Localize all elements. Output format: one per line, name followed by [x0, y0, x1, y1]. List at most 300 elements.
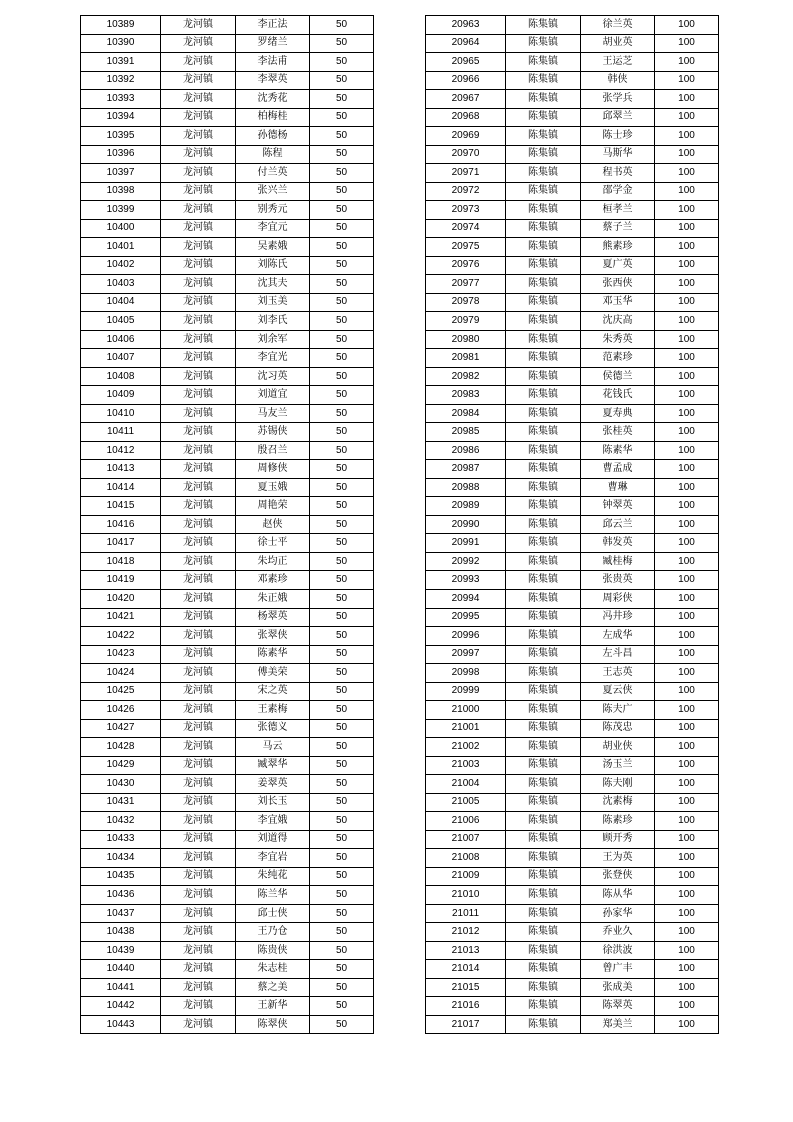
amount-cell: 50 — [310, 238, 374, 257]
person-name-cell: 徐士平 — [236, 534, 310, 553]
table-row — [426, 256, 719, 275]
table-row — [426, 534, 719, 553]
record-id-cell: 20966 — [426, 71, 506, 90]
record-id-cell: 10422 — [81, 627, 161, 646]
person-name-cell: 夏广英 — [581, 256, 655, 275]
person-name-cell: 韩侠 — [581, 71, 655, 90]
amount-cell: 100 — [655, 1015, 719, 1034]
town-cell: 陈集镇 — [506, 645, 581, 664]
amount-cell: 100 — [655, 53, 719, 72]
person-name-cell: 苏锡侠 — [236, 423, 310, 442]
town-cell: 陈集镇 — [506, 108, 581, 127]
person-name-cell: 侯德兰 — [581, 367, 655, 386]
amount-cell: 100 — [655, 367, 719, 386]
record-id-cell: 21000 — [426, 701, 506, 720]
town-cell: 陈集镇 — [506, 367, 581, 386]
person-name-cell: 沈习英 — [236, 367, 310, 386]
person-name-cell: 李宜元 — [236, 219, 310, 238]
record-id-cell: 10405 — [81, 312, 161, 331]
table-row — [81, 256, 374, 275]
town-cell: 龙河镇 — [161, 312, 236, 331]
town-cell: 龙河镇 — [161, 71, 236, 90]
amount-cell: 50 — [310, 867, 374, 886]
town-cell: 陈集镇 — [506, 923, 581, 942]
person-name-cell: 徐兰英 — [581, 16, 655, 35]
person-name-cell: 刘李氏 — [236, 312, 310, 331]
person-name-cell: 沈庆高 — [581, 312, 655, 331]
amount-cell: 100 — [655, 775, 719, 794]
record-id-cell: 10391 — [81, 53, 161, 72]
town-cell: 龙河镇 — [161, 941, 236, 960]
person-name-cell: 孙家华 — [581, 904, 655, 923]
town-cell: 龙河镇 — [161, 182, 236, 201]
table-row — [81, 978, 374, 997]
table-row — [81, 682, 374, 701]
amount-cell: 50 — [310, 552, 374, 571]
town-cell: 陈集镇 — [506, 960, 581, 979]
table-row — [81, 71, 374, 90]
table-row — [426, 330, 719, 349]
amount-cell: 50 — [310, 256, 374, 275]
record-id-cell: 20981 — [426, 349, 506, 368]
town-cell: 陈集镇 — [506, 404, 581, 423]
record-id-cell: 10389 — [81, 16, 161, 35]
record-id-cell: 10443 — [81, 1015, 161, 1034]
table-row — [426, 830, 719, 849]
person-name-cell: 朱纯花 — [236, 867, 310, 886]
table-row — [426, 682, 719, 701]
town-cell: 龙河镇 — [161, 886, 236, 905]
amount-cell: 100 — [655, 145, 719, 164]
town-cell: 龙河镇 — [161, 367, 236, 386]
table-row — [426, 275, 719, 294]
amount-cell: 50 — [310, 145, 374, 164]
amount-cell: 100 — [655, 589, 719, 608]
roster-table-body — [426, 16, 719, 1034]
town-cell: 龙河镇 — [161, 90, 236, 109]
town-cell: 龙河镇 — [161, 849, 236, 868]
person-name-cell: 桓孝兰 — [581, 201, 655, 220]
person-name-cell: 夏寿典 — [581, 404, 655, 423]
amount-cell: 50 — [310, 367, 374, 386]
amount-cell: 100 — [655, 386, 719, 405]
person-name-cell: 朱秀英 — [581, 330, 655, 349]
record-id-cell: 20990 — [426, 515, 506, 534]
table-row — [81, 330, 374, 349]
amount-cell: 100 — [655, 738, 719, 757]
person-name-cell: 程书英 — [581, 164, 655, 183]
record-id-cell: 10393 — [81, 90, 161, 109]
table-row — [81, 145, 374, 164]
person-name-cell: 张学兵 — [581, 90, 655, 109]
amount-cell: 50 — [310, 478, 374, 497]
table-row — [81, 664, 374, 683]
town-cell: 陈集镇 — [506, 497, 581, 516]
record-id-cell: 10408 — [81, 367, 161, 386]
amount-cell: 100 — [655, 941, 719, 960]
person-name-cell: 陈夫刚 — [581, 775, 655, 794]
amount-cell: 100 — [655, 608, 719, 627]
amount-cell: 50 — [310, 627, 374, 646]
person-name-cell: 王乃仓 — [236, 923, 310, 942]
amount-cell: 100 — [655, 886, 719, 905]
table-row — [81, 904, 374, 923]
person-name-cell: 陈茂忠 — [581, 719, 655, 738]
record-id-cell: 20963 — [426, 16, 506, 35]
person-name-cell: 沈秀花 — [236, 90, 310, 109]
amount-cell: 50 — [310, 978, 374, 997]
record-id-cell: 10434 — [81, 849, 161, 868]
town-cell: 陈集镇 — [506, 830, 581, 849]
table-row — [81, 738, 374, 757]
record-id-cell: 10410 — [81, 404, 161, 423]
town-cell: 龙河镇 — [161, 497, 236, 516]
town-cell: 陈集镇 — [506, 793, 581, 812]
record-id-cell: 10399 — [81, 201, 161, 220]
table-row — [426, 812, 719, 831]
person-name-cell: 臧翠华 — [236, 756, 310, 775]
record-id-cell: 20975 — [426, 238, 506, 257]
record-id-cell: 20996 — [426, 627, 506, 646]
record-id-cell: 20965 — [426, 53, 506, 72]
table-row — [81, 164, 374, 183]
amount-cell: 50 — [310, 404, 374, 423]
record-id-cell: 10394 — [81, 108, 161, 127]
town-cell: 龙河镇 — [161, 701, 236, 720]
person-name-cell: 马云 — [236, 738, 310, 757]
town-cell: 龙河镇 — [161, 478, 236, 497]
person-name-cell: 李法甫 — [236, 53, 310, 72]
person-name-cell: 陈素华 — [581, 441, 655, 460]
town-cell: 陈集镇 — [506, 219, 581, 238]
record-id-cell: 10442 — [81, 997, 161, 1016]
table-row — [426, 552, 719, 571]
table-row — [426, 90, 719, 109]
record-id-cell: 20978 — [426, 293, 506, 312]
person-name-cell: 曾广丰 — [581, 960, 655, 979]
record-id-cell: 20987 — [426, 460, 506, 479]
record-id-cell: 10436 — [81, 886, 161, 905]
town-cell: 龙河镇 — [161, 978, 236, 997]
town-cell: 陈集镇 — [506, 515, 581, 534]
amount-cell: 100 — [655, 978, 719, 997]
town-cell: 龙河镇 — [161, 108, 236, 127]
town-cell: 龙河镇 — [161, 997, 236, 1016]
table-row — [426, 664, 719, 683]
amount-cell: 100 — [655, 423, 719, 442]
person-name-cell: 陈贵侠 — [236, 941, 310, 960]
town-cell: 龙河镇 — [161, 719, 236, 738]
town-cell: 龙河镇 — [161, 552, 236, 571]
table-row — [426, 386, 719, 405]
town-cell: 陈集镇 — [506, 589, 581, 608]
person-name-cell: 付兰英 — [236, 164, 310, 183]
table-row — [81, 386, 374, 405]
table-row — [426, 16, 719, 35]
person-name-cell: 胡业侠 — [581, 738, 655, 757]
amount-cell: 50 — [310, 886, 374, 905]
table-row — [426, 238, 719, 257]
record-id-cell: 21007 — [426, 830, 506, 849]
person-name-cell: 郑美兰 — [581, 1015, 655, 1034]
person-name-cell: 熊素珍 — [581, 238, 655, 257]
town-cell: 龙河镇 — [161, 589, 236, 608]
record-id-cell: 20973 — [426, 201, 506, 220]
roster-table-left — [80, 15, 374, 1034]
table-row — [81, 552, 374, 571]
town-cell: 陈集镇 — [506, 34, 581, 53]
table-row — [426, 164, 719, 183]
record-id-cell: 10395 — [81, 127, 161, 146]
person-name-cell: 别秀元 — [236, 201, 310, 220]
record-id-cell: 10407 — [81, 349, 161, 368]
table-row — [81, 701, 374, 720]
record-id-cell: 21005 — [426, 793, 506, 812]
person-name-cell: 刘玉美 — [236, 293, 310, 312]
amount-cell: 50 — [310, 164, 374, 183]
town-cell: 龙河镇 — [161, 793, 236, 812]
table-row — [426, 441, 719, 460]
town-cell: 龙河镇 — [161, 441, 236, 460]
amount-cell: 100 — [655, 682, 719, 701]
person-name-cell: 陈程 — [236, 145, 310, 164]
town-cell: 龙河镇 — [161, 645, 236, 664]
table-row — [426, 1015, 719, 1034]
table-row — [81, 793, 374, 812]
table-row — [81, 441, 374, 460]
person-name-cell: 汤玉兰 — [581, 756, 655, 775]
amount-cell: 100 — [655, 552, 719, 571]
table-row — [81, 997, 374, 1016]
table-row — [426, 867, 719, 886]
table-row — [426, 775, 719, 794]
person-name-cell: 傅美荣 — [236, 664, 310, 683]
table-row — [81, 719, 374, 738]
person-name-cell: 宋之英 — [236, 682, 310, 701]
person-name-cell: 范素珍 — [581, 349, 655, 368]
amount-cell: 50 — [310, 997, 374, 1016]
table-row — [426, 201, 719, 220]
town-cell: 陈集镇 — [506, 460, 581, 479]
person-name-cell: 李宜岩 — [236, 849, 310, 868]
amount-cell: 100 — [655, 108, 719, 127]
amount-cell: 50 — [310, 756, 374, 775]
table-row — [81, 645, 374, 664]
record-id-cell: 20967 — [426, 90, 506, 109]
amount-cell: 50 — [310, 719, 374, 738]
table-row — [81, 960, 374, 979]
record-id-cell: 20976 — [426, 256, 506, 275]
record-id-cell: 20993 — [426, 571, 506, 590]
amount-cell: 50 — [310, 293, 374, 312]
table-row — [426, 293, 719, 312]
town-cell: 陈集镇 — [506, 664, 581, 683]
town-cell: 龙河镇 — [161, 293, 236, 312]
table-row — [81, 367, 374, 386]
town-cell: 陈集镇 — [506, 719, 581, 738]
person-name-cell: 刘陈氏 — [236, 256, 310, 275]
record-id-cell: 10433 — [81, 830, 161, 849]
record-id-cell: 10429 — [81, 756, 161, 775]
amount-cell: 100 — [655, 256, 719, 275]
person-name-cell: 徐洪波 — [581, 941, 655, 960]
person-name-cell: 刘余军 — [236, 330, 310, 349]
record-id-cell: 21015 — [426, 978, 506, 997]
person-name-cell: 朱均正 — [236, 552, 310, 571]
person-name-cell: 孙德杨 — [236, 127, 310, 146]
amount-cell: 100 — [655, 293, 719, 312]
person-name-cell: 臧桂梅 — [581, 552, 655, 571]
town-cell: 龙河镇 — [161, 460, 236, 479]
amount-cell: 100 — [655, 719, 719, 738]
record-id-cell: 10440 — [81, 960, 161, 979]
record-id-cell: 20968 — [426, 108, 506, 127]
town-cell: 陈集镇 — [506, 16, 581, 35]
record-id-cell: 20991 — [426, 534, 506, 553]
town-cell: 龙河镇 — [161, 219, 236, 238]
record-id-cell: 20970 — [426, 145, 506, 164]
record-id-cell: 10390 — [81, 34, 161, 53]
town-cell: 龙河镇 — [161, 756, 236, 775]
town-cell: 陈集镇 — [506, 330, 581, 349]
town-cell: 龙河镇 — [161, 775, 236, 794]
person-name-cell: 曹孟成 — [581, 460, 655, 479]
person-name-cell: 邓玉华 — [581, 293, 655, 312]
person-name-cell: 邵学金 — [581, 182, 655, 201]
roster-table-right — [425, 15, 719, 1034]
amount-cell: 50 — [310, 701, 374, 720]
town-cell: 龙河镇 — [161, 423, 236, 442]
person-name-cell: 李宜光 — [236, 349, 310, 368]
table-row — [426, 404, 719, 423]
amount-cell: 100 — [655, 867, 719, 886]
amount-cell: 50 — [310, 423, 374, 442]
record-id-cell: 10437 — [81, 904, 161, 923]
amount-cell: 50 — [310, 589, 374, 608]
record-id-cell: 20999 — [426, 682, 506, 701]
town-cell: 陈集镇 — [506, 71, 581, 90]
amount-cell: 50 — [310, 1015, 374, 1034]
amount-cell: 50 — [310, 53, 374, 72]
person-name-cell: 张成美 — [581, 978, 655, 997]
record-id-cell: 10421 — [81, 608, 161, 627]
table-row — [81, 627, 374, 646]
amount-cell: 100 — [655, 515, 719, 534]
record-id-cell: 20989 — [426, 497, 506, 516]
table-row — [426, 997, 719, 1016]
table-row — [81, 219, 374, 238]
town-cell: 龙河镇 — [161, 201, 236, 220]
person-name-cell: 杨翠英 — [236, 608, 310, 627]
table-row — [81, 90, 374, 109]
amount-cell: 50 — [310, 515, 374, 534]
town-cell: 陈集镇 — [506, 867, 581, 886]
table-row — [81, 127, 374, 146]
person-name-cell: 张兴兰 — [236, 182, 310, 201]
amount-cell: 50 — [310, 497, 374, 516]
amount-cell: 100 — [655, 404, 719, 423]
amount-cell: 100 — [655, 90, 719, 109]
record-id-cell: 20972 — [426, 182, 506, 201]
record-id-cell: 10404 — [81, 293, 161, 312]
amount-cell: 50 — [310, 571, 374, 590]
table-row — [81, 349, 374, 368]
record-id-cell: 21011 — [426, 904, 506, 923]
person-name-cell: 夏云侠 — [581, 682, 655, 701]
amount-cell: 100 — [655, 960, 719, 979]
record-id-cell: 10397 — [81, 164, 161, 183]
table-row — [426, 182, 719, 201]
town-cell: 陈集镇 — [506, 256, 581, 275]
town-cell: 陈集镇 — [506, 312, 581, 331]
town-cell: 陈集镇 — [506, 275, 581, 294]
record-id-cell: 10401 — [81, 238, 161, 257]
person-name-cell: 张翠侠 — [236, 627, 310, 646]
table-row — [81, 497, 374, 516]
table-row — [426, 53, 719, 72]
town-cell: 龙河镇 — [161, 608, 236, 627]
record-id-cell: 10435 — [81, 867, 161, 886]
amount-cell: 50 — [310, 127, 374, 146]
table-row — [81, 293, 374, 312]
table-row — [426, 941, 719, 960]
amount-cell: 100 — [655, 756, 719, 775]
table-row — [426, 960, 719, 979]
record-id-cell: 20964 — [426, 34, 506, 53]
record-id-cell: 21009 — [426, 867, 506, 886]
person-name-cell: 陈翠侠 — [236, 1015, 310, 1034]
person-name-cell: 曹琳 — [581, 478, 655, 497]
amount-cell: 50 — [310, 682, 374, 701]
record-id-cell: 10431 — [81, 793, 161, 812]
person-name-cell: 赵侠 — [236, 515, 310, 534]
record-id-cell: 10403 — [81, 275, 161, 294]
table-row — [81, 941, 374, 960]
amount-cell: 100 — [655, 923, 719, 942]
town-cell: 陈集镇 — [506, 441, 581, 460]
table-row — [426, 367, 719, 386]
person-name-cell: 顾开秀 — [581, 830, 655, 849]
record-id-cell: 10392 — [81, 71, 161, 90]
record-id-cell: 10432 — [81, 812, 161, 831]
amount-cell: 50 — [310, 441, 374, 460]
amount-cell: 100 — [655, 441, 719, 460]
person-name-cell: 王素梅 — [236, 701, 310, 720]
table-row — [426, 145, 719, 164]
table-row — [81, 16, 374, 35]
town-cell: 陈集镇 — [506, 608, 581, 627]
record-id-cell: 10419 — [81, 571, 161, 590]
record-id-cell: 10413 — [81, 460, 161, 479]
amount-cell: 50 — [310, 830, 374, 849]
roster-table-body — [81, 16, 374, 1034]
town-cell: 陈集镇 — [506, 182, 581, 201]
record-id-cell: 20969 — [426, 127, 506, 146]
person-name-cell: 蔡之美 — [236, 978, 310, 997]
amount-cell: 100 — [655, 793, 719, 812]
town-cell: 陈集镇 — [506, 127, 581, 146]
amount-cell: 100 — [655, 478, 719, 497]
table-row — [426, 478, 719, 497]
table-row — [81, 534, 374, 553]
record-id-cell: 20998 — [426, 664, 506, 683]
town-cell: 陈集镇 — [506, 349, 581, 368]
town-cell: 龙河镇 — [161, 34, 236, 53]
table-row — [81, 108, 374, 127]
person-name-cell: 刘道宜 — [236, 386, 310, 405]
town-cell: 龙河镇 — [161, 812, 236, 831]
amount-cell: 100 — [655, 645, 719, 664]
